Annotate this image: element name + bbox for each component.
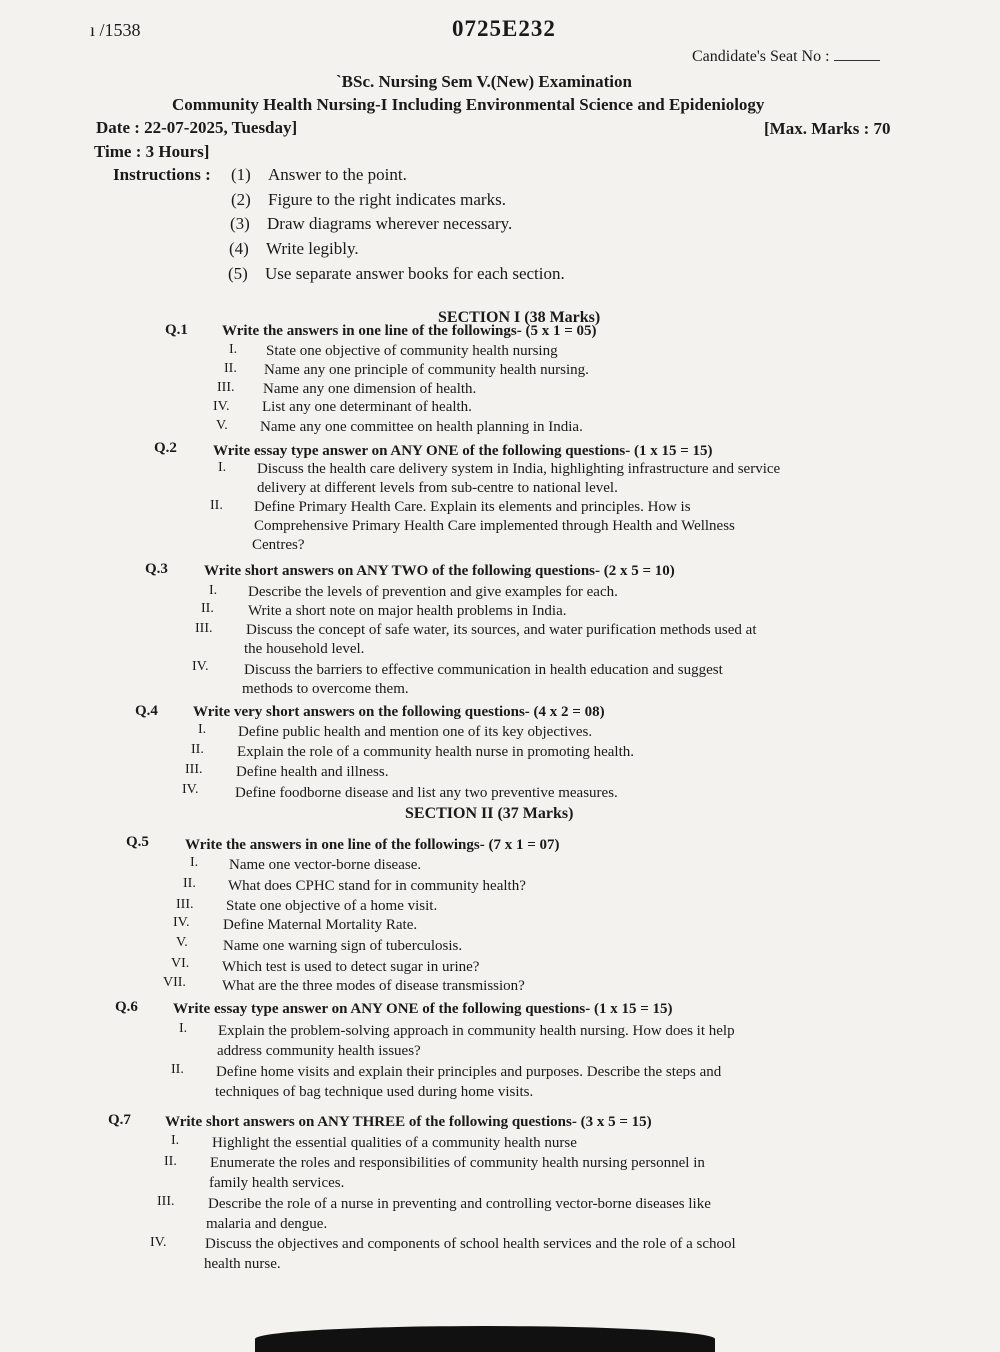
item-roman: I. <box>190 855 199 870</box>
question-heading: Write essay type answer on ANY ONE of the following questions- (1 x 15 = 15) <box>173 1001 673 1017</box>
question-heading: Write short answers on ANY TWO of the following questions- (2 x 5 = 10) <box>204 563 675 579</box>
item-roman: I. <box>209 583 218 598</box>
item-roman: III. <box>195 621 213 636</box>
question-item: Name any one committee on health planning in India. <box>260 419 583 435</box>
question-item: What does CPHC stand for in community health? <box>228 878 526 894</box>
question-item: Define health and illness. <box>236 764 389 780</box>
item-roman: IV. <box>173 915 190 930</box>
question-number: Q.2 <box>154 440 177 456</box>
instruction-item: (5) Use separate answer books for each section. <box>228 264 565 283</box>
item-roman: I. <box>179 1021 188 1036</box>
paper-reference: ı /1538 <box>90 20 141 40</box>
question-item-line: Describe the levels of prevention and give examples for each. <box>248 584 618 600</box>
item-roman: II. <box>191 742 204 757</box>
item-roman: II. <box>224 361 237 376</box>
item-roman: II. <box>210 498 223 513</box>
question-item: List any one determinant of health. <box>262 399 472 415</box>
seat-number-label <box>692 48 880 66</box>
question-heading: Write essay type answer on ANY ONE of the following questions- (1 x 15 = 15) <box>213 443 713 459</box>
paper-code: 0725E232 <box>452 16 556 41</box>
question-item: Name one warning sign of tuberculosis. <box>223 938 463 954</box>
item-roman: V. <box>176 935 188 950</box>
item-roman: IV. <box>182 782 199 797</box>
question-item-line: Comprehensive Primary Health Care implemented through Health and Wellness <box>254 518 735 534</box>
question-item-line: delivery at different levels from sub-centre to national level. <box>257 480 618 496</box>
question-item: Explain the role of a community health nurse in promoting health. <box>237 744 634 760</box>
section-1-title: SECTION I (38 Marks) <box>438 309 601 326</box>
item-roman: VII. <box>163 975 186 990</box>
question-number: Q.1 <box>165 322 188 338</box>
max-marks: [Max. Marks : 70 <box>764 119 891 138</box>
question-item-line: Define home visits and explain their principles and purposes. Describe the steps and <box>216 1064 722 1080</box>
question-item-line: methods to overcome them. <box>242 681 409 697</box>
question-number: Q.4 <box>135 703 158 719</box>
question-number: Q.6 <box>115 999 138 1015</box>
item-roman: V. <box>216 418 228 433</box>
question-item: Define foodborne disease and list any two preventive measures. <box>235 785 618 801</box>
item-roman: II. <box>171 1062 184 1077</box>
question-item-line: malaria and dengue. <box>206 1216 328 1232</box>
item-roman: III. <box>176 897 194 912</box>
item-roman: III. <box>157 1194 175 1209</box>
subject-title: Community Health Nursing-I Including Environmental Science and Epideniology <box>172 95 765 114</box>
question-number: Q.3 <box>145 561 168 577</box>
question-number: Q.5 <box>126 834 149 850</box>
instructions-label: Instructions : <box>113 165 211 184</box>
item-roman: III. <box>217 380 235 395</box>
question-number: Q.7 <box>108 1112 131 1128</box>
section-2-title: SECTION II (37 Marks) <box>405 805 574 822</box>
instruction-item: (1) Answer to the point. <box>231 165 407 184</box>
question-item-line: Centres? <box>252 537 305 553</box>
item-roman: IV. <box>192 659 209 674</box>
question-item: Define public health and mention one of its key objectives. <box>238 724 593 740</box>
item-roman: III. <box>185 762 203 777</box>
question-item-line: address community health issues? <box>217 1043 421 1059</box>
question-item-line: techniques of bag technique used during home visits. <box>215 1084 534 1100</box>
item-roman: IV. <box>213 399 230 414</box>
item-roman: VI. <box>171 956 190 971</box>
item-roman: I. <box>218 460 227 475</box>
exam-date: Date : 22-07-2025, Tuesday] <box>96 118 298 137</box>
instruction-item: (2) Figure to the right indicates marks. <box>231 190 506 209</box>
question-item-line: Highlight the essential qualities of a community health nurse <box>212 1135 577 1151</box>
question-item-line: Describe the role of a nurse in preventing and controlling vector-borne diseases like <box>208 1196 711 1212</box>
item-roman: II. <box>183 876 196 891</box>
question-item-line: Discuss the concept of safe water, its sources, and water purification methods used at <box>246 622 757 638</box>
question-item: What are the three modes of disease transmission? <box>222 978 525 994</box>
instruction-item: (3) Draw diagrams wherever necessary. <box>230 214 513 233</box>
instruction-item: (4) Write legibly. <box>229 239 359 258</box>
question-item: Which test is used to detect sugar in urine? <box>222 959 480 975</box>
question-item: State one objective of a home visit. <box>226 898 438 914</box>
exam-title: `BSc. Nursing Sem V.(New) Examination <box>336 72 632 91</box>
question-item: State one objective of community health nursing <box>266 343 558 359</box>
question-item-line: family health services. <box>209 1175 345 1191</box>
question-item-line: Explain the problem-solving approach in community health nursing. How does it help <box>218 1023 735 1039</box>
seat-number-blank <box>834 60 880 61</box>
question-item-line: health nurse. <box>204 1256 281 1272</box>
scan-shadow-decoration <box>255 1326 715 1352</box>
question-heading: Write very short answers on the following questions- (4 x 2 = 08) <box>193 704 605 720</box>
item-roman: I. <box>171 1133 180 1148</box>
question-item: Name one vector-borne disease. <box>229 857 422 873</box>
question-item-line: Enumerate the roles and responsibilities of community health nursing personnel in <box>210 1155 705 1171</box>
item-roman: I. <box>229 342 238 357</box>
item-roman: II. <box>164 1154 177 1169</box>
question-item: Define Maternal Mortality Rate. <box>223 917 418 933</box>
question-item-line: Discuss the health care delivery system in India, highlighting infrastructure and service <box>257 461 781 477</box>
exam-time: Time : 3 Hours] <box>94 142 210 161</box>
question-heading: Write short answers on ANY THREE of the following questions- (3 x 5 = 15) <box>165 1114 652 1130</box>
item-roman: I. <box>198 722 207 737</box>
question-item-line: Discuss the barriers to effective communication in health education and suggest <box>244 662 723 678</box>
question-item-line: Discuss the objectives and components of school health services and the role of a school <box>205 1236 736 1252</box>
question-item-line: the household level. <box>244 641 365 657</box>
question-item: Name any one principle of community health nursing. <box>264 362 589 378</box>
item-roman: II. <box>201 601 214 616</box>
question-item-line: Define Primary Health Care. Explain its elements and principles. How is <box>254 499 691 515</box>
question-item-line: Write a short note on major health problems in India. <box>248 603 567 619</box>
seat-label-text: Candidate's Seat No : <box>692 48 830 65</box>
question-heading: Write the answers in one line of the followings- (5 x 1 = 05) <box>222 323 597 339</box>
item-roman: IV. <box>150 1235 167 1250</box>
question-heading: Write the answers in one line of the followings- (7 x 1 = 07) <box>185 837 560 853</box>
question-item: Name any one dimension of health. <box>263 381 477 397</box>
